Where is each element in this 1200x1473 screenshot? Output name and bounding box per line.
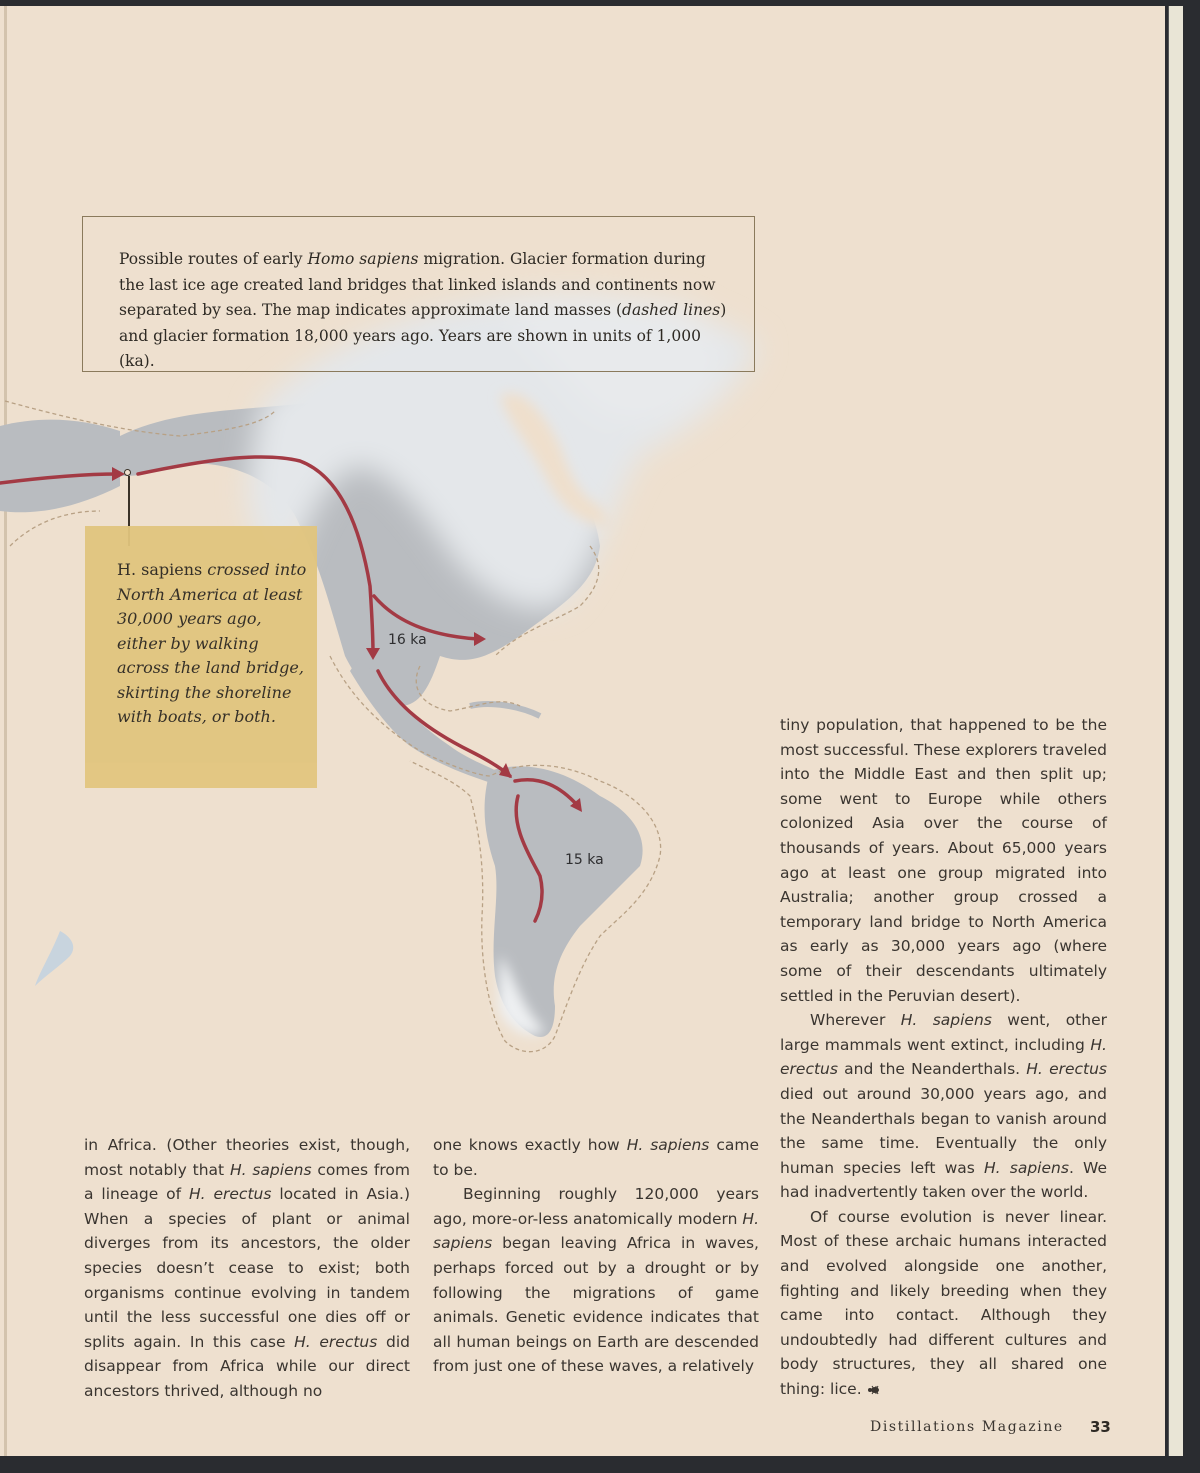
col2-paragraph-2 bbox=[433, 1182, 759, 1379]
caption-text-2: migration. Glacier formation during the last ice age created land bridges that linked islands and continents now separated by sea. The map indicates approximate land masses ( bbox=[119, 250, 716, 319]
text-run: came to be. bbox=[433, 1136, 759, 1179]
text-run: Of course evolution is never linear. Most of these archaic humans interacted and evolved alongside one another, fighting and likely breeding when they came into contact. Although they undoubtedly had different cultures and body structures, they all shared one thing: lice. bbox=[780, 1207, 1107, 1399]
italic-run: H. sapiens bbox=[900, 1011, 992, 1030]
label-15-ka: 15 ka bbox=[565, 852, 604, 868]
col3-paragraph-3-text bbox=[780, 1208, 1107, 1398]
land-new-zealand bbox=[35, 931, 73, 986]
callout-italic: crossed into North America at least 30,000 years ago, either by walking across the land bridge, skirting the shoreline with boats, or both. bbox=[117, 560, 307, 726]
text-run: did disappear from Africa while our direct ancestors thrived, although no bbox=[84, 1332, 410, 1400]
map-caption-box bbox=[82, 216, 755, 372]
italic-run: H. sapiens bbox=[626, 1136, 710, 1154]
article-column-1 bbox=[84, 1133, 410, 1404]
text-run: . We had inadvertently taken over the world. bbox=[780, 1158, 1107, 1202]
callout-box bbox=[85, 526, 317, 788]
callout-text bbox=[117, 558, 307, 730]
caption-text-3: ) and glacier formation 18,000 years ago. Years are shown in units of 1,000 (ka). bbox=[119, 301, 727, 370]
callout-roman: H. sapiens bbox=[117, 560, 203, 579]
text-run: tiny population, that happened to be the most successful. These explorers traveled into the Middle East and then split up; some went to Europe while others colonized Asia over the course of thousands of years. About 65,000 years ago at least one group migrated into Australia; another group crossed a temporary land bridge to North America as early as 30,000 years ago (where some of their descendants ultimately settled in the Peruvian desert). bbox=[780, 716, 1107, 1005]
italic-run: H. sapiens bbox=[433, 1209, 760, 1253]
text-run: went, other large mammals went extinct, including bbox=[780, 1011, 1107, 1054]
italic-run: H. erectus bbox=[780, 1035, 1107, 1079]
caption-italic-1: Homo sapiens bbox=[307, 250, 419, 268]
italic-run: H. erectus bbox=[1026, 1060, 1108, 1079]
footer-magazine-name: Distillations Magazine bbox=[870, 1419, 1064, 1435]
text-run: comes from a lineage of bbox=[84, 1160, 410, 1204]
col2-paragraph-1 bbox=[433, 1133, 759, 1182]
caption-text-1: Possible routes of early bbox=[119, 250, 308, 268]
magazine-page bbox=[0, 6, 1165, 1456]
italic-run: H. sapiens bbox=[229, 1160, 312, 1179]
text-run: Beginning roughly 120,000 years ago, more-or-less anatomically modern bbox=[433, 1185, 759, 1228]
col3-paragraph-2 bbox=[780, 1008, 1107, 1205]
land-siberia bbox=[0, 420, 120, 513]
text-run: in Africa. (Other theories exist, though, most notably that bbox=[84, 1136, 410, 1179]
italic-run: H. sapiens bbox=[984, 1158, 1069, 1177]
text-run: died out around 30,000 years ago, and the Neanderthals began to vanish around the same time. Eventually the only human species left was bbox=[780, 1084, 1107, 1177]
col3-paragraph-3 bbox=[780, 1205, 1107, 1402]
louse-icon bbox=[867, 1385, 881, 1395]
label-16-ka: 16 ka bbox=[388, 632, 427, 648]
text-run: began leaving Africa in waves, perhaps forced out by a drought or by following the migrations of game animals. Genetic evidence indicates that all human beings on Earth are descended from just one of these waves, a relatively bbox=[433, 1234, 759, 1376]
caption-italic-2: dashed lines bbox=[622, 301, 721, 319]
footer-page-number: 33 bbox=[1090, 1418, 1111, 1436]
map-caption bbox=[119, 247, 729, 375]
text-run: located in Asia.) When a species of plant or animal diverges from its ancestors, the older species doesn’t cease to exist; both organisms continue evolving in tandem until the less successful one dies off or splits again. In this case bbox=[84, 1185, 410, 1351]
text-run: one knows exactly how bbox=[433, 1136, 627, 1154]
article-column-3 bbox=[780, 713, 1107, 1402]
col1-paragraph bbox=[84, 1133, 410, 1404]
text-run: Wherever bbox=[810, 1011, 901, 1030]
italic-run: H. erectus bbox=[294, 1332, 378, 1351]
callout-pointer-dot bbox=[124, 469, 131, 476]
text-run: and the Neanderthals. bbox=[837, 1060, 1027, 1079]
article-column-2 bbox=[433, 1133, 759, 1379]
page-edge bbox=[1168, 6, 1183, 1456]
col3-paragraph-1 bbox=[780, 713, 1107, 1008]
italic-run: H. erectus bbox=[189, 1185, 272, 1204]
